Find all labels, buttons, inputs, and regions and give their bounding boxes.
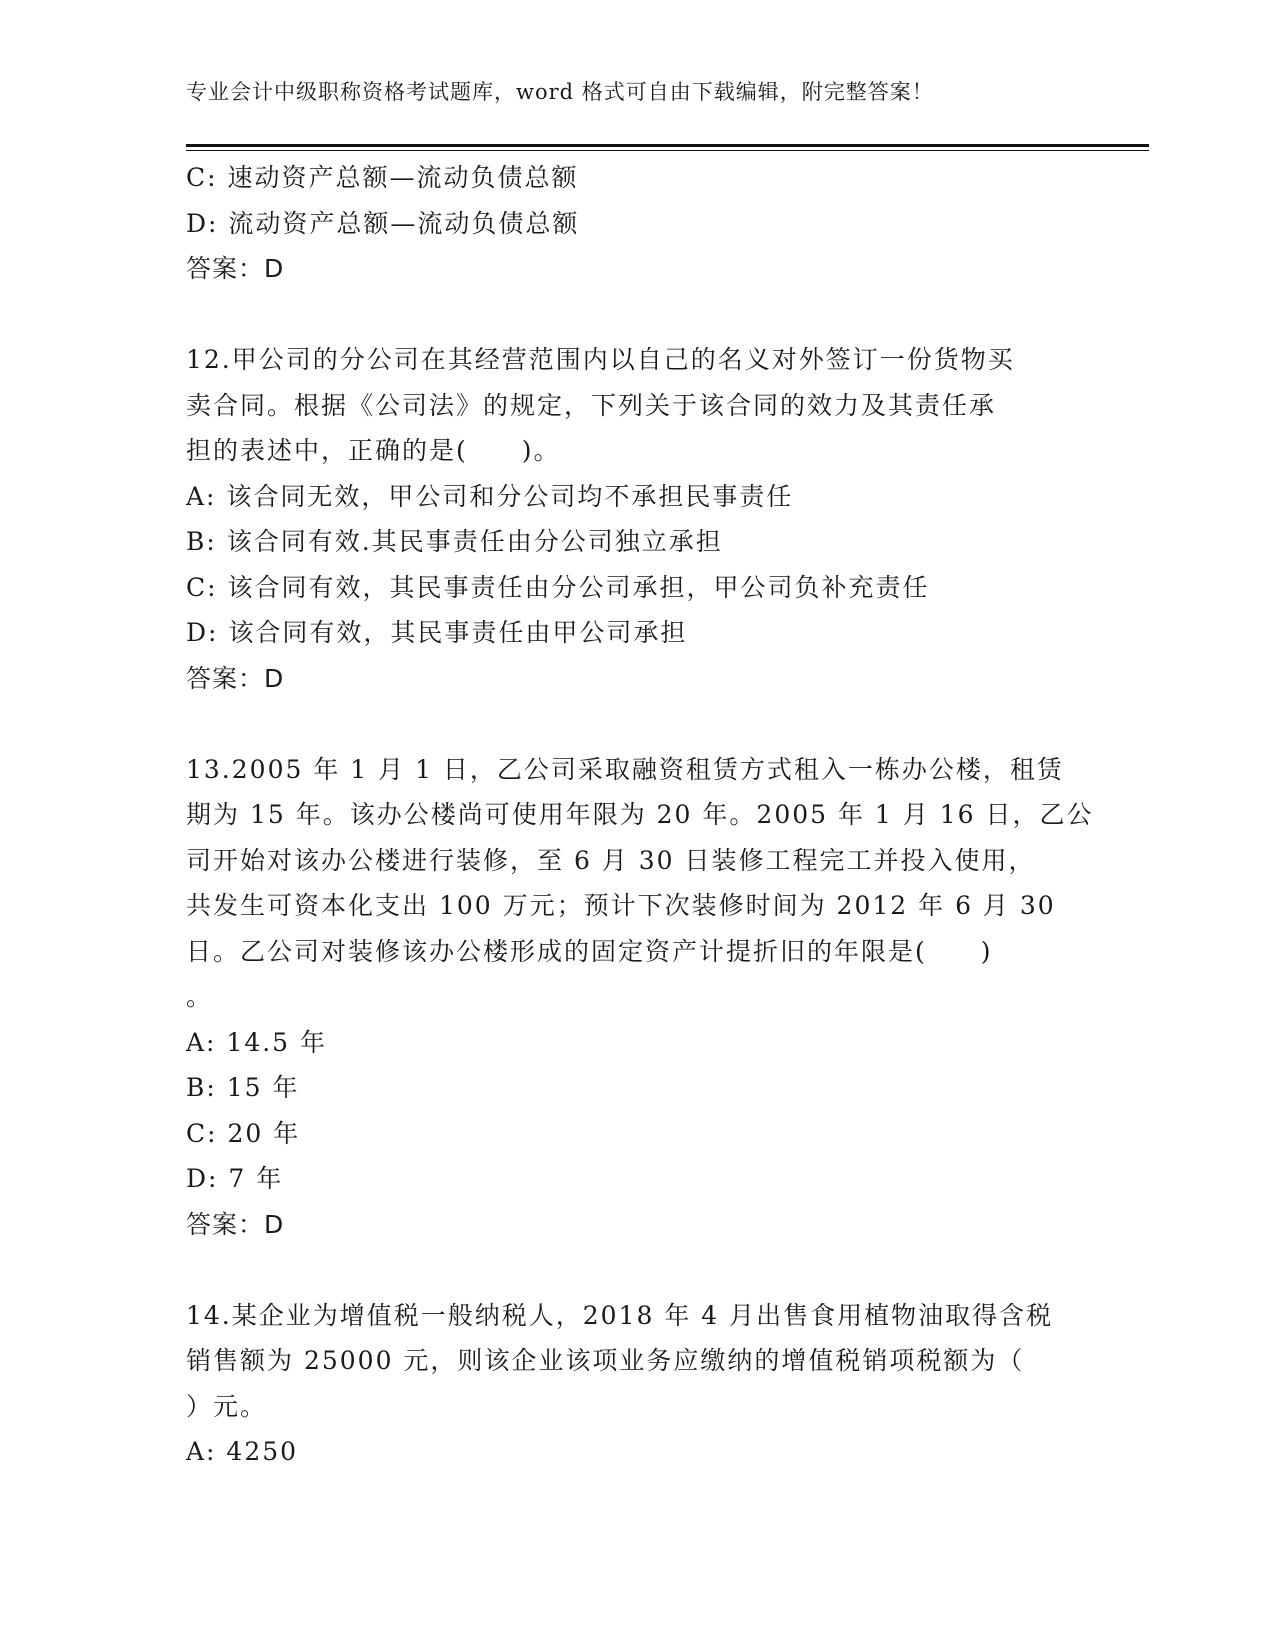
question-text-line: 13.2005 年 1 月 1 日，乙公司采取融资租赁方式租入一栋办公楼，租赁 <box>186 754 1064 784</box>
option-d: D: 7 年 <box>186 1164 284 1193</box>
option-d: D: 该合同有效，其民事责任由甲公司承担 <box>186 618 688 647</box>
option-a: A: 14.5 年 <box>186 1027 328 1057</box>
question-text-line: 销售额为 25000 元，则该企业该项业务应缴纳的增值税销项税额为（ <box>186 1346 1025 1375</box>
question-text-line: 12.甲公司的分公司在其经营范围内以自己的名义对外签订一份货物买 <box>186 345 1015 374</box>
answer: 答案：D <box>186 1209 285 1239</box>
question-text-line: 14.某企业为增值税一般纳税人，2018 年 4 月出售食用植物油取得含税 <box>186 1300 1054 1330</box>
question-text-line: 期为 15 年。该办公楼尚可使用年限为 20 年。2005 年 1 月 16 日，乙公 <box>186 800 1094 829</box>
question-text-line: 共发生可资本化支出 100 万元；预计下次装修时间为 2012 年 6 月 30 <box>186 891 1056 920</box>
option-c: C: 20 年 <box>186 1118 301 1148</box>
option-a: A: 4250 <box>186 1437 299 1466</box>
question-13 <box>186 747 1094 1248</box>
option-a: A: 该合同无效，甲公司和分公司均不承担民事责任 <box>186 481 794 511</box>
question-text-line: 日。乙公司对装修该办公楼形成的固定资产计提折旧的年限是( ) <box>186 936 993 966</box>
question-12 <box>186 337 1086 701</box>
answer: 答案：D <box>186 663 285 693</box>
question-14 <box>186 1293 1086 1475</box>
option-b: B: 15 年 <box>186 1073 300 1102</box>
option-d: D: 流动资产总额—流动负债总额 <box>186 208 580 238</box>
option-b: B: 该合同有效.其民事责任由分公司独立承担 <box>186 527 723 556</box>
option-c: C: 该合同有效，其民事责任由分公司承担，甲公司负补充责任 <box>186 572 930 602</box>
header-rule-thin <box>186 150 1149 151</box>
answer: 答案：D <box>186 254 285 283</box>
question-text-line: 卖合同。根据《公司法》的规定，下列关于该合同的效力及其责任承 <box>186 390 997 420</box>
spacer <box>186 701 1086 747</box>
spacer <box>186 292 1086 338</box>
question-text-line: 司开始对该办公楼进行装修，至 6 月 30 日装修工程完工并投入使用， <box>186 845 1036 875</box>
document-body <box>186 155 1094 1475</box>
question-text-line: 。 <box>186 982 214 1011</box>
question-text-line: 担的表述中，正确的是( )。 <box>186 436 561 465</box>
header-rule-thick <box>186 144 1149 147</box>
page-header: 专业会计中级职称资格考试题库，word 格式可自由下载编辑，附完整答案！ <box>186 80 934 104</box>
question-text-line: ）元。 <box>186 1391 268 1421</box>
option-c: C: 速动资产总额—流动负债总额 <box>186 163 579 192</box>
question-11-tail <box>186 155 1086 292</box>
spacer <box>186 1247 1086 1293</box>
